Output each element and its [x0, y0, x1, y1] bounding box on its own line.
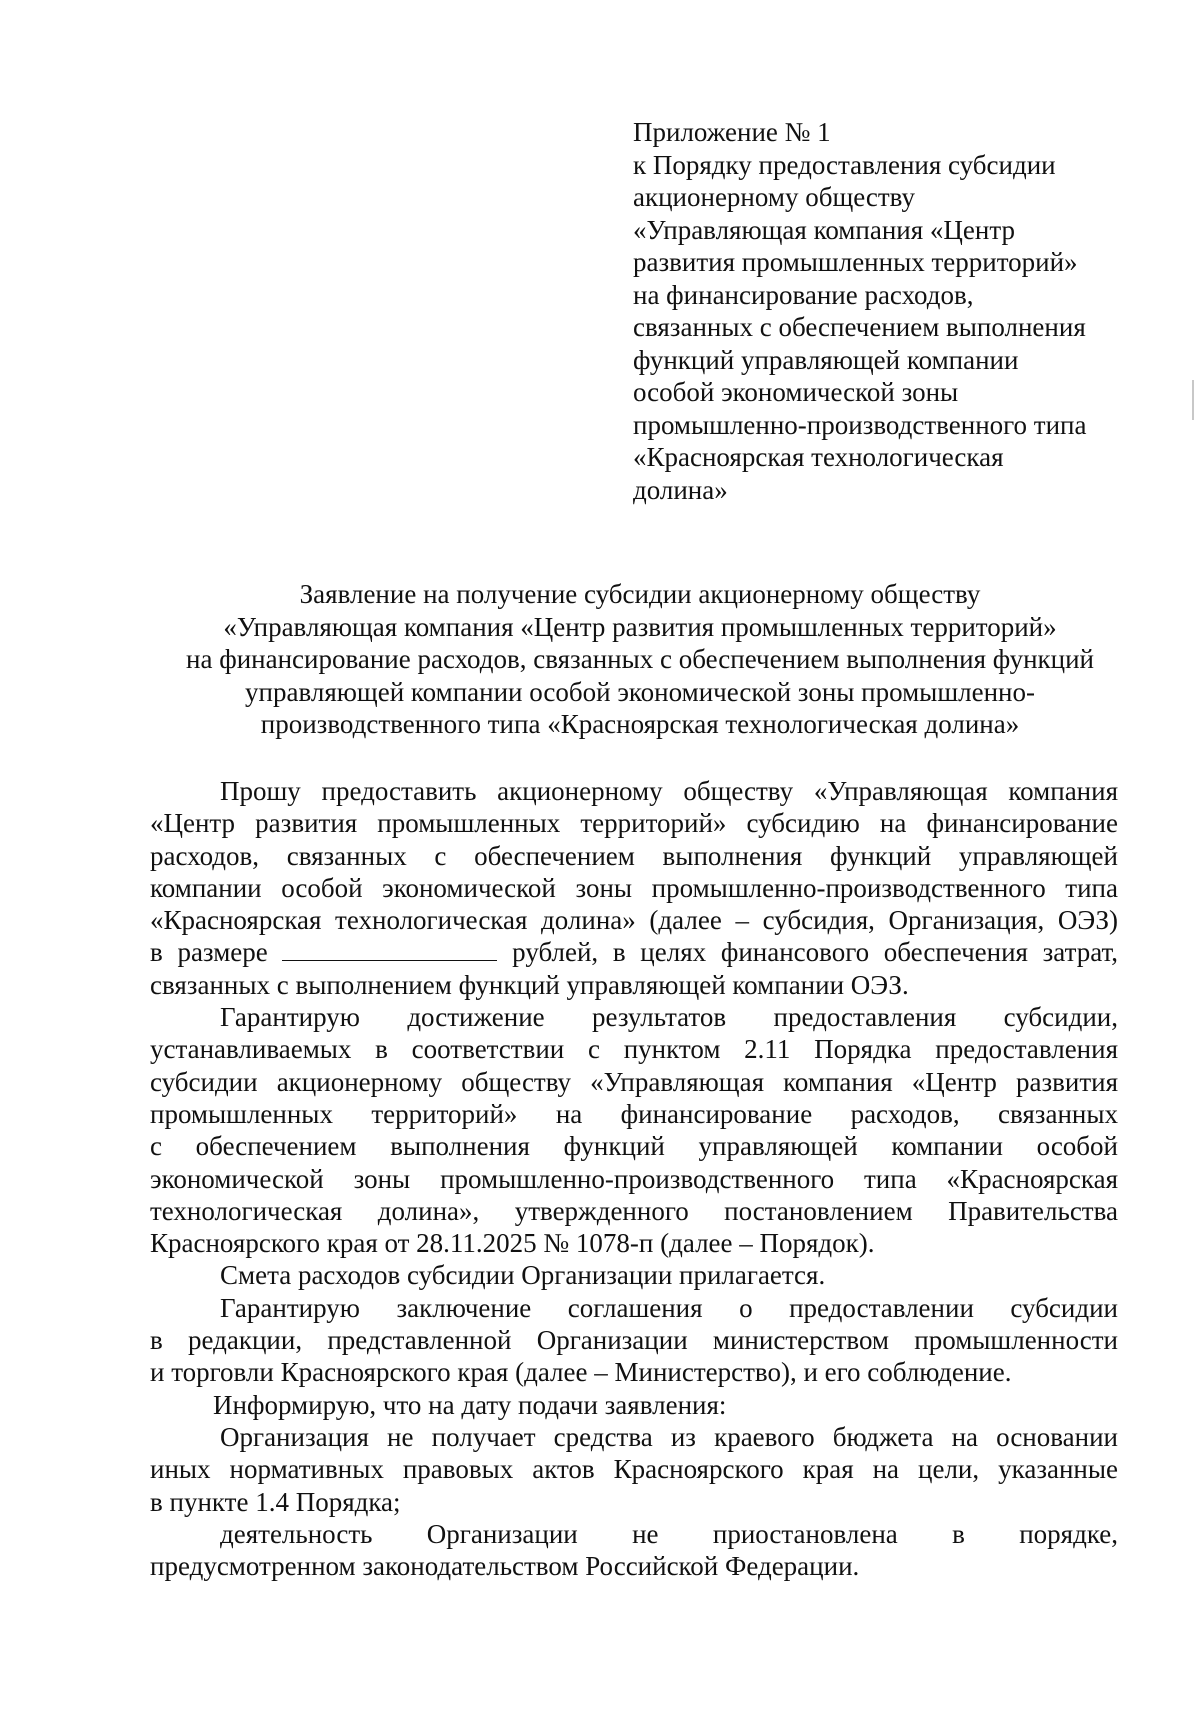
appendix-line: «Управляющая компания «Центр — [633, 214, 1015, 245]
appendix-line: на финансирование расходов, — [633, 279, 974, 310]
body-line: расходов, связанных с обеспечением выполнения функций управляющей — [150, 840, 1118, 871]
appendix-line: долина» — [633, 474, 728, 505]
appendix-line: промышленно-производственного типа — [633, 409, 1087, 440]
amount-prefix: в размере — [150, 937, 268, 968]
title-line: «Управляющая компания «Центр развития промышленных территорий» — [223, 611, 1057, 642]
body-line: «Центр развития промышленных территорий» субсидию на финансирование — [150, 808, 1118, 839]
amount-suffix: рублей, в целях финансового обеспечения затрат, — [512, 937, 1119, 968]
body-line: деятельность Организации не приостановлена в порядке, — [220, 1518, 1118, 1549]
body-line: промышленных территорий» на финансирование расходов, связанных — [150, 1098, 1118, 1129]
appendix-line: особой экономической зоны — [633, 377, 959, 407]
body-line: и торговли Красноярского края (далее – Министерство), и его соблюдение. — [150, 1357, 1012, 1388]
appendix-line: акционерному обществу — [633, 182, 915, 212]
body-line: технологическая долина», утвержденного постановлением Правительства — [150, 1195, 1118, 1226]
body-line: компании особой экономической зоны промышленно-производственного типа — [150, 872, 1118, 903]
body-line: Красноярского края от 28.11.2025 № 1078-п (далее – Порядок). — [150, 1228, 875, 1259]
appendix-line: «Красноярская технологическая — [633, 442, 1004, 472]
body-line: Гарантирую достижение результатов предоставления субсидии, — [220, 1002, 1118, 1033]
appendix-line: связанных с обеспечением выполнения — [633, 312, 1086, 342]
appendix-header — [633, 116, 1153, 506]
appendix-line: развития промышленных территорий» — [633, 247, 1078, 277]
body-line: предусмотренном законодательством Российской Федерации. — [150, 1551, 860, 1582]
amount-line — [150, 936, 1118, 968]
body-line: Смета расходов субсидии Организации прилагается. — [220, 1260, 826, 1291]
title-line: Заявление на получение субсидии акционерному обществу — [299, 579, 981, 609]
body-line: устанавливаемых в соответствии с пунктом 2.11 Порядка предоставления — [150, 1034, 1118, 1065]
body-line: «Красноярская технологическая долина» (далее – субсидия, Организация, ОЭЗ) — [150, 905, 1118, 936]
appendix-line: Приложение № 1 — [633, 117, 831, 147]
amount-blank-field — [282, 936, 497, 961]
scan-edge-mark — [1192, 380, 1194, 420]
body-line: в пункте 1.4 Порядка; — [150, 1486, 401, 1517]
body-line: в редакции, представленной Организации министерством промышленности — [150, 1325, 1118, 1356]
body-line: с обеспечением выполнения функций управляющей компании особой — [150, 1131, 1118, 1162]
body-line: связанных с выполнением функций управляющей компании ОЭЗ. — [150, 969, 909, 1000]
body-line: экономической зоны промышленно-производственного типа «Красноярская — [150, 1163, 1118, 1194]
body-line: Информирую, что на дату подачи заявления: — [213, 1389, 727, 1420]
title-line: на финансирование расходов, связанных с обеспечением выполнения функций — [186, 644, 1094, 674]
title-line: управляющей компании особой экономической зоны промышленно- — [245, 676, 1035, 707]
body-line: субсидии акционерному обществу «Управляющая компания «Центр развития — [150, 1066, 1118, 1097]
title-line: производственного типа «Красноярская технологическая долина» — [260, 709, 1020, 739]
document-title — [140, 578, 1140, 741]
body-line: Прошу предоставить акционерному обществу «Управляющая компания — [220, 776, 1118, 806]
body-line: Организация не получает средства из краевого бюджета на основании — [220, 1421, 1118, 1452]
appendix-line: к Порядку предоставления субсидии — [633, 149, 1056, 180]
body-line: иных нормативных правовых актов Красноярского края на цели, указанные — [150, 1454, 1118, 1485]
document-body — [150, 775, 1118, 1582]
appendix-line: функций управляющей компании — [633, 344, 1019, 375]
body-line: Гарантирую заключение соглашения о предоставлении субсидии — [220, 1292, 1118, 1323]
